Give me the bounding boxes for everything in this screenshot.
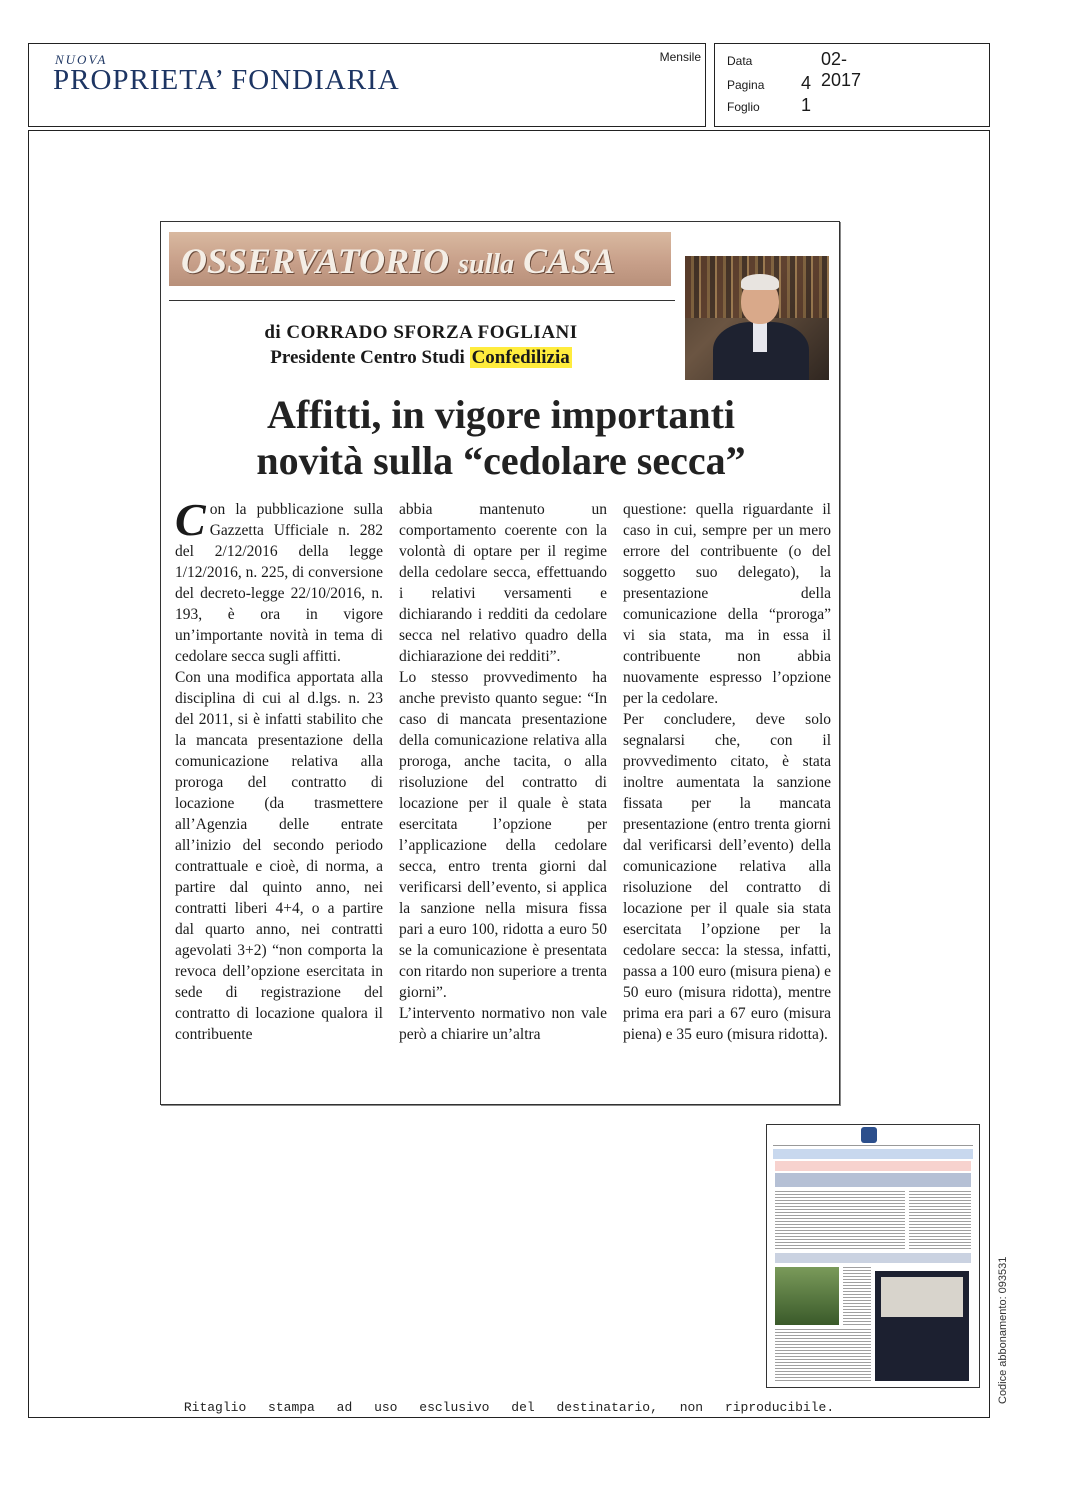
article-clipping [160, 221, 840, 1105]
kicker-text: OSSERVATORIO sulla CASA [181, 241, 616, 281]
meta-value: 1 [801, 95, 812, 115]
author-byline: di CORRADO SFORZA FOGLIANI [264, 322, 578, 343]
kicker-divider [169, 300, 675, 301]
issue-meta [714, 43, 990, 127]
meta-value: 02-2017 [821, 49, 862, 90]
paragraph: Con la pubblicazione sulla Gazzetta Ufficiale n. 282 del 2/12/2016 della legge 1/12/2016, n. 225, di conversione del decreto-legge 22/10/2016, n. 193, è ora in vigore un’importante novità in tema di cedolare secca sugli affitti. [175, 494, 383, 665]
paragraph: L’intervento normativo non vale però a chiarire un’altra [399, 1005, 607, 1043]
article-column-1 [175, 494, 383, 1045]
publication-prefix: NUOVA [55, 52, 108, 67]
meta-row-foglio [727, 95, 812, 115]
meta-label: Foglio [727, 100, 760, 114]
page-thumbnail [766, 1124, 980, 1388]
paragraph: Lo stesso provvedimento ha anche previsto quanto segue: “In caso di mancata presentazione della comunicazione relativa alla proroga, anche tacita, o alla risoluzione del contratto di locazione per il quale è stata esercitata l’opzione per l’applicazione della cedolare secca, entro trenta giorni dal verificarsi dell’evento, si applica la sanzione nella misura fissa pari a euro 100, ridotta a euro 50 se la comunicazione è presentata con ritardo non superiore a trenta giorni”. [399, 669, 607, 1001]
author-photo [685, 256, 829, 380]
meta-value: 4 [801, 73, 812, 93]
publication-title: PROPRIETA’ FONDIARIA [53, 64, 400, 96]
meta-label: Pagina [727, 78, 765, 92]
paragraph: abbia mantenuto un comportamento coerente con la volontà di optare per il regime della cedolare secca, effettuando i relativi versamenti e dichiarando i redditi da cedolare secca nel relativo quadro della dichiarazione dei redditi”. [399, 501, 607, 665]
meta-label: Data [727, 54, 753, 68]
headline-line-2: novità sulla “cedolare secca” [256, 438, 746, 483]
paragraph: questione: quella riguardante il caso in cui, sempre per un mero errore del contribuente (o del soggetto suo delegato), la presentazione della comunicazione della “proroga” vi sia stata, ma in essa il contribuente non abbia nuovamente espresso l’opzione per la cedolare. [623, 501, 831, 707]
thumbnail-image [775, 1267, 839, 1325]
drop-cap: C [175, 494, 206, 545]
paragraph: Per concludere, deve solo segnalarsi che, con il provvedimento citato, è stata inoltre aumentata la sanzione fissata per la mancata presentazione (entro trenta giorni dal verificarsi dell’evento) della comunicazione relativa alla risoluzione del contratto di locazione per il quale sia stata esercitata l’opzione per la cedolare secca: la stessa, infatti, passa a 100 euro (misura piena) e 50 euro (misura ridotta), mentre prima era pari a 67 euro (misura piena) e 35 euro (misura ridotta). [623, 711, 831, 1043]
highlighted-organization: Confedilizia [471, 347, 570, 368]
paragraph: Con una modifica apportata alla disciplina di cui al d.lgs. n. 23 del 2011, si è infatti stabilito che la mancata presentazione della comunicazione relativa alla proroga del contratto di locazione (da trasmettere all’Agenzia delle entrate all’inizio del secondo periodo contrattuale e cioè, di norma, a partire dal quinto anno, nei contratti liberi 4+4, o a partire dal quarto anno, nei contratti agevolati 3+2) “non comporta la revoca dell’opzione esercitata in sede di registrazione del contratto di locazione qualora il contribuente [175, 669, 383, 1043]
article-column-3 [623, 499, 831, 1045]
author-role: Presidente Centro Studi Confedilizia [270, 347, 570, 368]
meta-row-pagina [727, 73, 812, 93]
article-column-2 [399, 499, 607, 1045]
subscription-code: Codice abbonamento: 093531 [997, 1256, 1009, 1404]
publication-header [28, 43, 706, 127]
thumbnail-article [875, 1271, 969, 1381]
clipping-notice: Ritaglio stampa ad uso esclusivo del destinatario, non riproducibile. [183, 1400, 835, 1415]
thumbnail-logo-icon [861, 1127, 877, 1143]
column-kicker [169, 232, 671, 286]
headline-line-1: Affitti, in vigore importanti [266, 392, 736, 437]
frequency-label: Mensile [659, 50, 701, 64]
